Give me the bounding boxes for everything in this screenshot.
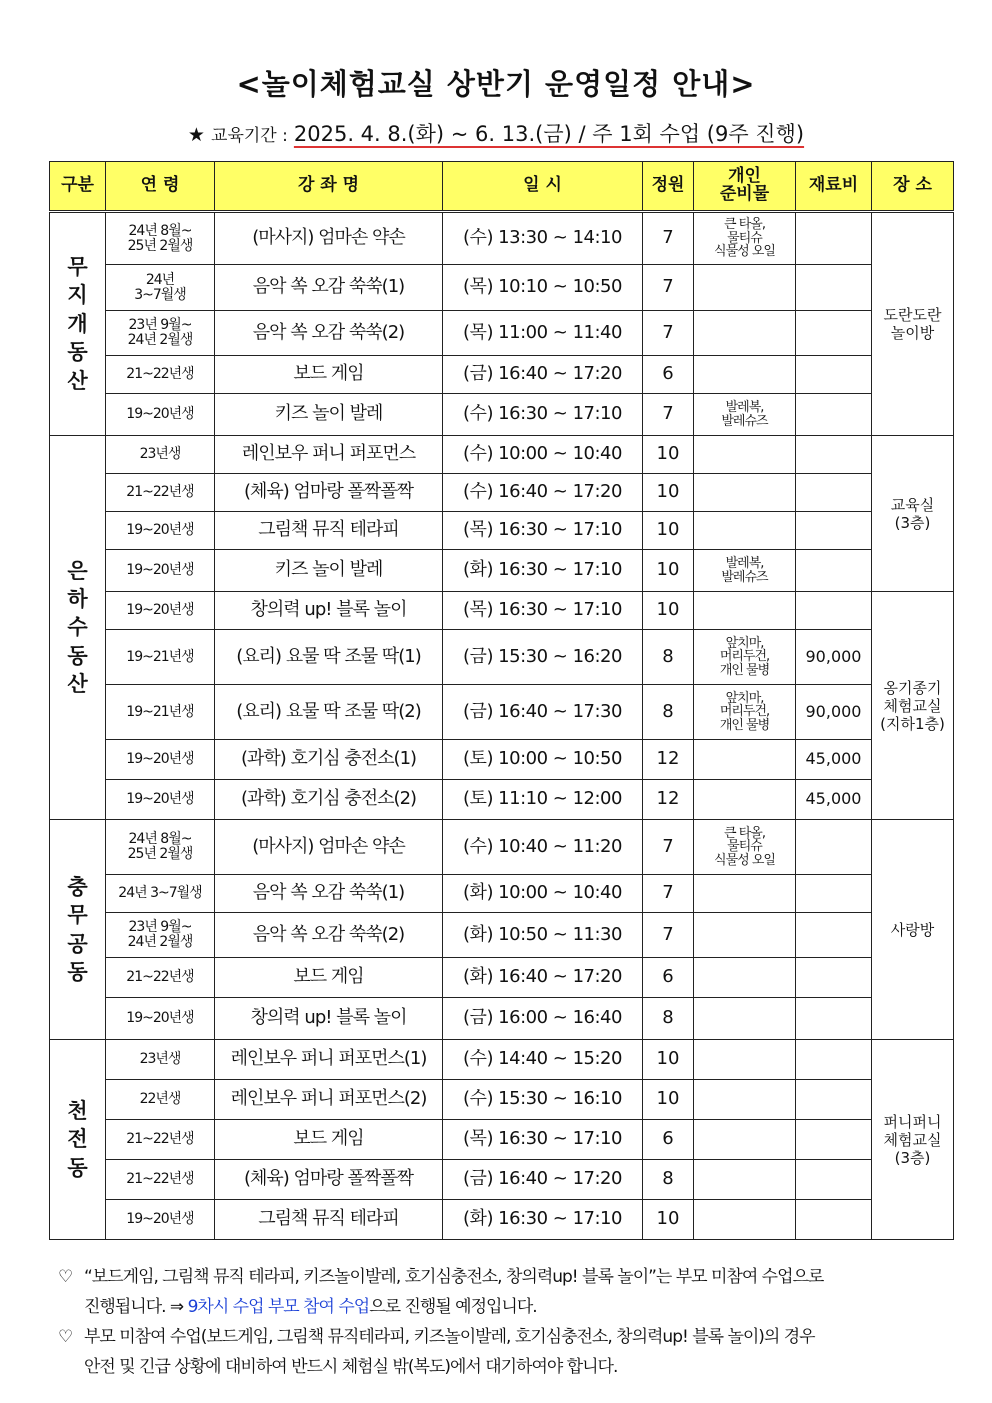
capacity-cell: 12 (643, 780, 694, 820)
fee-cell (796, 265, 872, 311)
fee-cell (796, 436, 872, 474)
time-cell: (금) 15:30 ~ 16:20 (443, 630, 643, 685)
prep-cell: 발레복, 발레슈즈 (694, 394, 796, 436)
fee-cell (796, 1200, 872, 1240)
capacity-cell: 7 (643, 212, 694, 265)
age-cell: 23년 9월~ 24년 2월생 (106, 311, 215, 356)
age-cell: 21~22년생 (106, 958, 215, 998)
time-cell: (토) 10:00 ~ 10:50 (443, 740, 643, 780)
time-cell: (목) 16:30 ~ 17:10 (443, 512, 643, 550)
time-cell: (화) 10:00 ~ 10:40 (443, 875, 643, 913)
course-cell: (마사지) 엄마손 약손 (215, 212, 443, 265)
header-place: 장 소 (872, 162, 954, 212)
table-row (50, 958, 954, 998)
notes (58, 1262, 953, 1382)
prep-cell (694, 436, 796, 474)
time-cell: (목) 16:30 ~ 17:10 (443, 1120, 643, 1160)
table-row (50, 780, 954, 820)
table-row (50, 740, 954, 780)
capacity-cell: 10 (643, 474, 694, 512)
age-cell: 19~20년생 (106, 512, 215, 550)
course-cell: 음악 쏙 오감 쑥쑥(2) (215, 913, 443, 958)
prep-cell (694, 512, 796, 550)
prep-cell (694, 958, 796, 998)
table-row (50, 1120, 954, 1160)
time-cell: (수) 10:40 ~ 11:20 (443, 820, 643, 875)
time-cell: (화) 16:30 ~ 17:10 (443, 550, 643, 592)
fee-cell (796, 958, 872, 998)
table-row (50, 311, 954, 356)
age-cell: 19~20년생 (106, 1200, 215, 1240)
header-course: 강 좌 명 (215, 162, 443, 212)
capacity-cell: 7 (643, 820, 694, 875)
capacity-cell: 10 (643, 550, 694, 592)
age-cell: 19~20년생 (106, 550, 215, 592)
table-row (50, 356, 954, 394)
note-1-line-2 (58, 1292, 953, 1322)
prep-cell (694, 1040, 796, 1080)
prep-cell (694, 1200, 796, 1240)
capacity-cell: 7 (643, 265, 694, 311)
group-name (50, 212, 106, 436)
course-cell: 그림책 뮤직 테라피 (215, 512, 443, 550)
time-cell: (수) 14:40 ~ 15:20 (443, 1040, 643, 1080)
period-value: 2025. 4. 8.(화) ~ 6. 13.(금) / 주 1회 수업 (9주 진행) (293, 122, 805, 146)
group-name-text: 천전동 (67, 1098, 88, 1180)
prep-cell (694, 356, 796, 394)
place-cell: 사랑방 (872, 820, 954, 1040)
time-cell: (화) 16:30 ~ 17:10 (443, 1200, 643, 1240)
place-cell: 옹기종기 체험교실 (지하1층) (872, 592, 954, 820)
prep-cell: 발레복, 발레슈즈 (694, 550, 796, 592)
header-fee: 재료비 (796, 162, 872, 212)
course-cell: (체육) 엄마랑 폴짝폴짝 (215, 474, 443, 512)
table-row (50, 592, 954, 630)
place-cell: 퍼니퍼니 체험교실 (3층) (872, 1040, 954, 1240)
age-cell: 24년 8월~ 25년 2월생 (106, 212, 215, 265)
header-row (50, 162, 954, 212)
fee-cell (796, 1120, 872, 1160)
group-name (50, 820, 106, 1040)
table-row (50, 1080, 954, 1120)
education-period (0, 118, 992, 148)
course-cell: 음악 쏙 오감 쑥쑥(2) (215, 311, 443, 356)
age-cell: 21~22년생 (106, 474, 215, 512)
time-cell: (수) 16:40 ~ 17:20 (443, 474, 643, 512)
capacity-cell: 6 (643, 356, 694, 394)
capacity-cell: 8 (643, 630, 694, 685)
age-cell: 23년생 (106, 1040, 215, 1080)
capacity-cell: 10 (643, 512, 694, 550)
table-row (50, 436, 954, 474)
header-age: 연 령 (106, 162, 215, 212)
course-cell: 음악 쏙 오감 쑥쑥(1) (215, 265, 443, 311)
prep-cell (694, 780, 796, 820)
prep-cell (694, 875, 796, 913)
course-cell: 키즈 놀이 발레 (215, 550, 443, 592)
capacity-cell: 10 (643, 1200, 694, 1240)
header-time: 일 시 (443, 162, 643, 212)
capacity-cell: 10 (643, 1080, 694, 1120)
note-1-text: 진행됩니다. ⇒ (84, 1297, 188, 1317)
age-cell: 22년생 (106, 1080, 215, 1120)
fee-cell (796, 212, 872, 265)
prep-cell: 앞치마, 머리두건, 개인 물병 (694, 630, 796, 685)
group-name (50, 436, 106, 820)
prep-cell: 앞치마, 머리두건, 개인 물병 (694, 685, 796, 740)
place-cell: 교육실 (3층) (872, 436, 954, 592)
fee-cell (796, 1080, 872, 1120)
group-name-text: 무지개동산 (67, 255, 88, 393)
table-row (50, 265, 954, 311)
prep-cell (694, 592, 796, 630)
age-cell: 19~20년생 (106, 592, 215, 630)
time-cell: (수) 10:00 ~ 10:40 (443, 436, 643, 474)
capacity-cell: 12 (643, 740, 694, 780)
fee-cell (796, 1040, 872, 1080)
page-title: <놀이체험교실 상반기 운영일정 안내> (236, 67, 756, 101)
table-row (50, 1160, 954, 1200)
time-cell: (금) 16:40 ~ 17:20 (443, 356, 643, 394)
course-cell: 보드 게임 (215, 356, 443, 394)
capacity-cell: 8 (643, 1160, 694, 1200)
group-name-text: 은하수동산 (67, 558, 88, 697)
time-cell: (금) 16:40 ~ 17:20 (443, 1160, 643, 1200)
course-cell: 레인보우 퍼니 퍼포먼스(2) (215, 1080, 443, 1120)
prep-cell (694, 1160, 796, 1200)
note-1-highlight: 9차시 수업 부모 참여 수업 (187, 1297, 370, 1317)
fee-cell: 45,000 (796, 780, 872, 820)
course-cell: 음악 쏙 오감 쑥쑥(1) (215, 875, 443, 913)
table-row (50, 212, 954, 265)
course-cell: (과학) 호기심 충전소(2) (215, 780, 443, 820)
fee-cell (796, 394, 872, 436)
course-cell: 보드 게임 (215, 958, 443, 998)
prep-cell (694, 1120, 796, 1160)
time-cell: (목) 11:00 ~ 11:40 (443, 311, 643, 356)
capacity-cell: 8 (643, 998, 694, 1040)
fee-cell (796, 913, 872, 958)
table-row (50, 630, 954, 685)
heart-icon: ♡ (58, 1327, 73, 1347)
age-cell: 21~22년생 (106, 356, 215, 394)
course-cell: 창의력 up! 블록 놀이 (215, 998, 443, 1040)
note-1 (58, 1262, 953, 1292)
fee-cell (796, 550, 872, 592)
table-row (50, 394, 954, 436)
age-cell: 24년 3~7월생 (106, 875, 215, 913)
age-cell: 21~22년생 (106, 1160, 215, 1200)
age-cell: 24년 3~7월생 (106, 265, 215, 311)
course-cell: (요리) 요물 딱 조물 딱(1) (215, 630, 443, 685)
fee-cell (796, 820, 872, 875)
capacity-cell: 6 (643, 1120, 694, 1160)
fee-cell (796, 474, 872, 512)
course-cell: (과학) 호기심 충전소(1) (215, 740, 443, 780)
header-gu: 구분 (50, 162, 106, 212)
age-cell: 19~20년생 (106, 998, 215, 1040)
table-row (50, 875, 954, 913)
course-cell: 키즈 놀이 발레 (215, 394, 443, 436)
capacity-cell: 6 (643, 958, 694, 998)
time-cell: (수) 15:30 ~ 16:10 (443, 1080, 643, 1120)
course-cell: (체육) 엄마랑 폴짝폴짝 (215, 1160, 443, 1200)
age-cell: 24년 8월~ 25년 2월생 (106, 820, 215, 875)
course-cell: 그림책 뮤직 테라피 (215, 1200, 443, 1240)
time-cell: (금) 16:00 ~ 16:40 (443, 998, 643, 1040)
prep-cell (694, 474, 796, 512)
time-cell: (토) 11:10 ~ 12:00 (443, 780, 643, 820)
star-icon: ★ (187, 124, 205, 146)
age-cell: 23년생 (106, 436, 215, 474)
course-cell: 창의력 up! 블록 놀이 (215, 592, 443, 630)
fee-cell (796, 875, 872, 913)
prep-cell (694, 998, 796, 1040)
time-cell: (목) 16:30 ~ 17:10 (443, 592, 643, 630)
table-row (50, 512, 954, 550)
schedule-table (49, 161, 954, 1240)
table-row (50, 913, 954, 958)
prep-cell (694, 1080, 796, 1120)
time-cell: (수) 13:30 ~ 14:10 (443, 212, 643, 265)
table-row (50, 1040, 954, 1080)
prep-cell: 큰 타올, 물티슈 식물성 오일 (694, 212, 796, 265)
time-cell: (목) 10:10 ~ 10:50 (443, 265, 643, 311)
table-row (50, 550, 954, 592)
group-name-text: 충무공동 (67, 874, 88, 984)
prep-cell: 큰 타올, 물티슈 식물성 오일 (694, 820, 796, 875)
capacity-cell: 10 (643, 436, 694, 474)
note-1-line-1: “보드게임, 그림책 뮤직 테라피, 키즈놀이발레, 호기심충전소, 창의력up! 블록 놀이”는 부모 미참여 수업으로 (84, 1267, 824, 1287)
age-cell: 21~22년생 (106, 1120, 215, 1160)
fee-cell (796, 512, 872, 550)
fee-cell (796, 356, 872, 394)
heart-icon: ♡ (58, 1267, 73, 1287)
table-row (50, 685, 954, 740)
note-2 (58, 1322, 953, 1352)
header-capacity: 정원 (643, 162, 694, 212)
capacity-cell: 7 (643, 394, 694, 436)
note-2-line-1: 부모 미참여 수업(보드게임, 그림책 뮤직테라피, 키즈놀이발레, 호기심충전소, 창의력up! 블록 놀이)의 경우 (84, 1327, 815, 1347)
fee-cell: 45,000 (796, 740, 872, 780)
note-1-tail: 으로 진행될 예정입니다. (369, 1297, 537, 1317)
table-row (50, 474, 954, 512)
place-cell: 도란도란 놀이방 (872, 212, 954, 436)
table-row (50, 998, 954, 1040)
prep-cell (694, 913, 796, 958)
group-name (50, 1040, 106, 1240)
course-cell: (마사지) 엄마손 약손 (215, 820, 443, 875)
age-cell: 19~21년생 (106, 685, 215, 740)
fee-cell (796, 592, 872, 630)
capacity-cell: 10 (643, 592, 694, 630)
prep-cell (694, 311, 796, 356)
fee-cell: 90,000 (796, 685, 872, 740)
fee-cell (796, 1160, 872, 1200)
age-cell: 19~20년생 (106, 780, 215, 820)
age-cell: 19~20년생 (106, 740, 215, 780)
age-cell: 19~20년생 (106, 394, 215, 436)
table-row (50, 820, 954, 875)
period-label: 교육기간 : (211, 126, 288, 146)
age-cell: 23년 9월~ 24년 2월생 (106, 913, 215, 958)
capacity-cell: 7 (643, 913, 694, 958)
capacity-cell: 10 (643, 1040, 694, 1080)
fee-cell (796, 311, 872, 356)
capacity-cell: 7 (643, 875, 694, 913)
age-cell: 19~21년생 (106, 630, 215, 685)
prep-cell (694, 265, 796, 311)
capacity-cell: 8 (643, 685, 694, 740)
fee-cell: 90,000 (796, 630, 872, 685)
capacity-cell: 7 (643, 311, 694, 356)
course-cell: 레인보우 퍼니 퍼포먼스(1) (215, 1040, 443, 1080)
fee-cell (796, 998, 872, 1040)
time-cell: (수) 16:30 ~ 17:10 (443, 394, 643, 436)
prep-cell (694, 740, 796, 780)
course-cell: (요리) 요물 딱 조물 딱(2) (215, 685, 443, 740)
time-cell: (화) 10:50 ~ 11:30 (443, 913, 643, 958)
course-cell: 보드 게임 (215, 1120, 443, 1160)
time-cell: (화) 16:40 ~ 17:20 (443, 958, 643, 998)
course-cell: 레인보우 퍼니 퍼포먼스 (215, 436, 443, 474)
note-2-line-2: 안전 및 긴급 상황에 대비하여 반드시 체험실 밖(복도)에서 대기하여야 합니다. (84, 1357, 618, 1377)
table-row (50, 1200, 954, 1240)
time-cell: (금) 16:40 ~ 17:30 (443, 685, 643, 740)
header-prep: 개인 준비물 (694, 162, 796, 212)
